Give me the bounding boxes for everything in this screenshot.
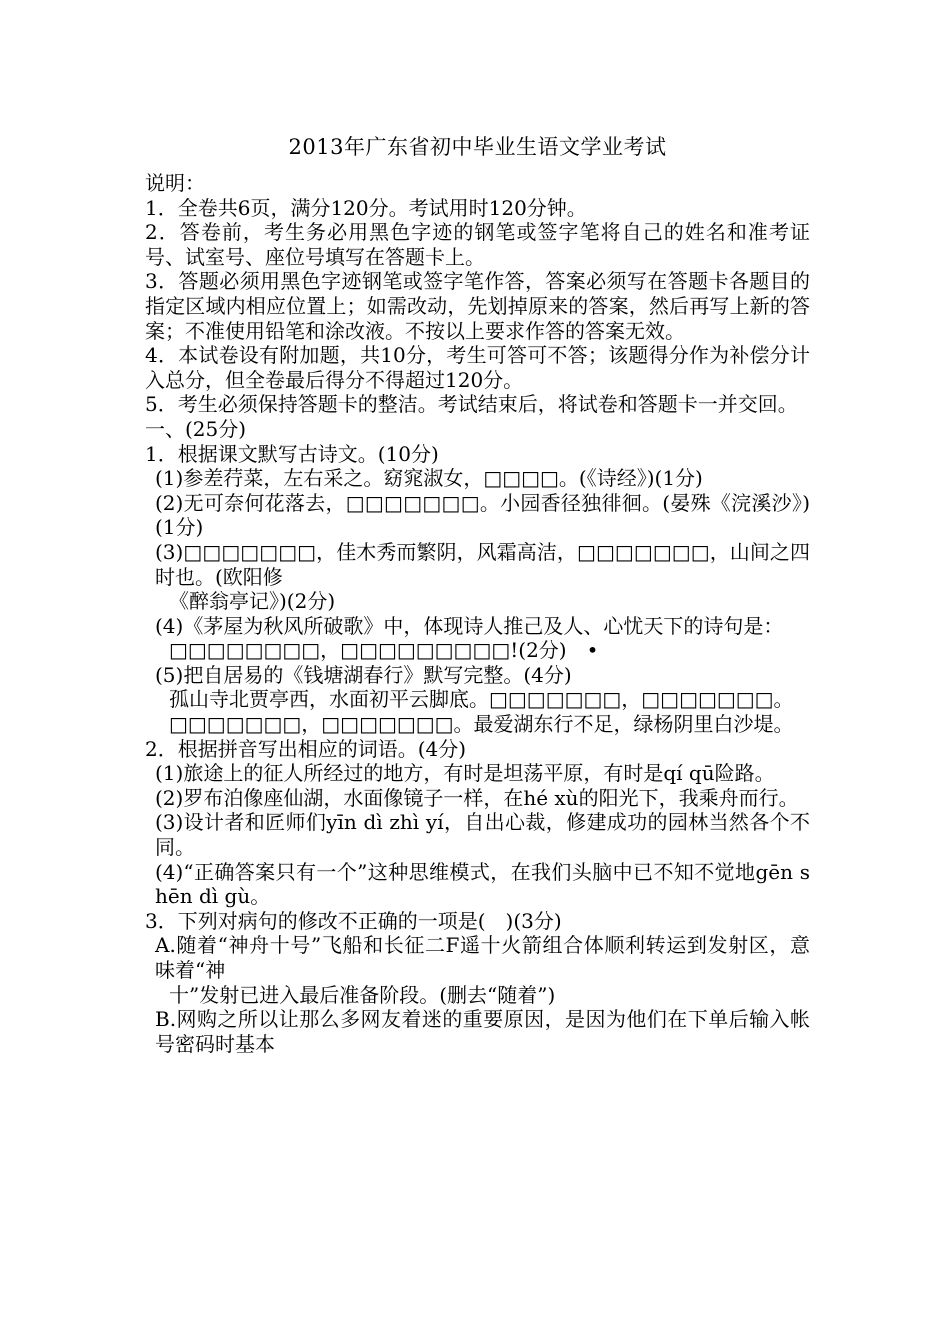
question-2-item-2: (2)罗布泊像座仙湖，水面像镜子一样，在hé xù的阳光下，我乘舟而行。 <box>155 785 799 810</box>
question-1-item-4: (4)《茅屋为秋风所破歌》中，体现诗人推己及人、心忧天下的诗句是： <box>155 613 784 638</box>
question-2-item-3: (3)设计者和匠师们yīn dì zhì yí，自出心裁，修建成功的园林当然各个不同。 <box>155 810 810 860</box>
question-1-heading: 1．根据课文默写古诗文。(10分) <box>145 441 439 466</box>
instruction-3: 3．答题必须用黑色字迹钢笔或签字笔作答，答案必须写在答题卡各题目的指定区域内相应位置上；如需改动，先划掉原来的答案，然后再写上新的答案；不准使用铅笔和涂改液。不按以上要求作答的答案无效。 <box>145 269 810 343</box>
question-1-item-3-source: 《醉翁亭记》)(2分) <box>169 589 336 614</box>
question-2-item-1: (1)旅途上的征人所经过的地方，有时是坦荡平原，有时是qí qū险路。 <box>155 761 775 786</box>
question-1-item-5-line-1: 孤山寺北贾亭西，水面初平云脚底。□□□□□□□，□□□□□□□。 <box>169 687 794 712</box>
question-1-item-5: (5)把自居易的《钱塘湖春行》默写完整。(4分) <box>155 662 572 687</box>
instruction-5: 5．考生必须保持答题卡的整洁。考试结束后，将试卷和答题卡一并交回。 <box>145 392 798 417</box>
instruction-1: 1．全卷共6页，满分120分。考试用时120分钟。 <box>145 195 587 220</box>
exam-page <box>145 133 810 1056</box>
instructions-heading: 说明： <box>145 171 205 195</box>
question-3-option-a-cont: 十”发射已进入最后准备阶段。(删去“随着”) <box>169 982 556 1007</box>
question-1-item-2: (2)无可奈何花落去，□□□□□□□。小园香径独徘徊。(晏殊《浣溪沙》)(1分) <box>155 490 810 540</box>
instruction-2: 2．答卷前，考生务必用黑色字迹的钢笔或签字笔将自己的姓名和准考证号、试室号、座位号填写在答题卡上。 <box>145 220 810 269</box>
instruction-4: 4．本试卷设有附加题，共10分，考生可答可不答；该题得分作为补偿分计入总分，但全卷最后得分不得超过120分。 <box>145 343 810 392</box>
question-1-item-1: (1)参差荇菜，左右采之。窈窕淑女，□□□□。(《诗经》)(1分) <box>155 466 703 491</box>
page-title: 2013年广东省初中毕业生语文学业考试 <box>288 135 667 159</box>
question-3-option-a: A.随着“神舟十号”飞船和长征二F遥十火箭组合体顺利转运到发射区，意味着“神 <box>155 933 810 982</box>
question-3-heading: 3．下列对病句的修改不正确的一项是( )(3分) <box>145 908 562 933</box>
question-1-item-5-line-2: □□□□□□□，□□□□□□□。最爱湖东行不足，绿杨阴里白沙堤。 <box>169 712 794 737</box>
question-1-item-4-blanks: □□□□□□□□，□□□□□□□□□!(2分) • <box>169 638 599 663</box>
question-2-heading: 2．根据拼音写出相应的词语。(4分) <box>145 736 467 761</box>
question-1-item-3: (3)□□□□□□□，佳木秀而繁阴，风霜高洁，□□□□□□□，山间之四时也。(欧阳修 <box>155 539 810 589</box>
section-heading: 一、(25分) <box>145 416 247 441</box>
question-3-option-b: B.网购之所以让那么多网友着迷的重要原因，是因为他们在下单后输入帐号密码时基本 <box>155 1007 810 1056</box>
question-2-item-4: (4)“正确答案只有一个”这种思维模式，在我们头脑中已不知不觉地gēn shēn dì gù。 <box>155 859 810 909</box>
